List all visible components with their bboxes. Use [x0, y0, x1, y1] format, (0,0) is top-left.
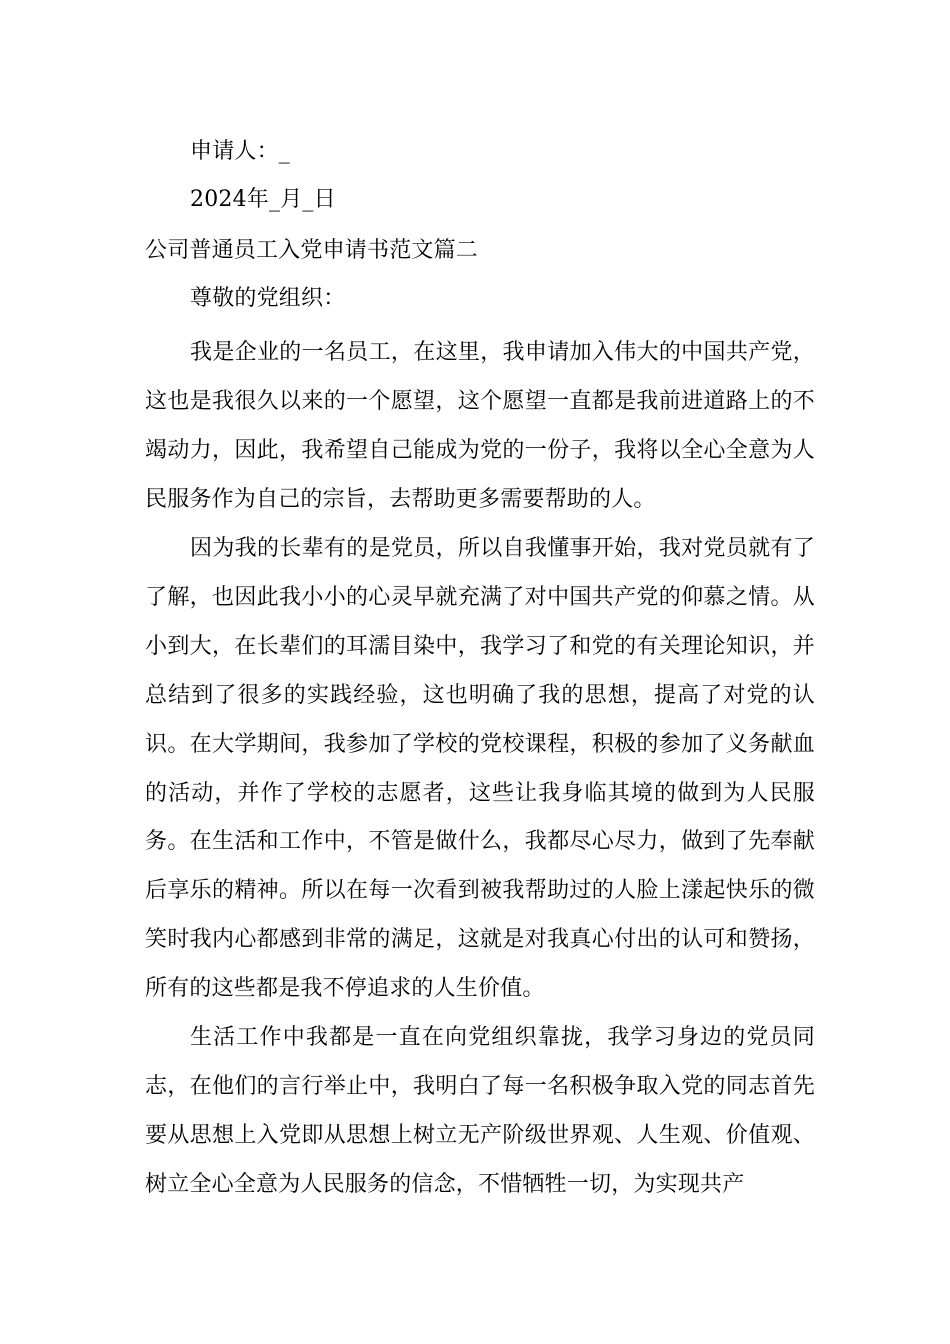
date-line: 2024年_月_日 [190, 187, 336, 212]
paragraph-3: 生活工作中我都是一直在向党组织靠拢，我学习身边的党员同志，在他们的言行举止中，我明白了每一名积极争取入党的同志首先要从思想上入党即从思想上树立无产阶级世界观、人生观、价值观、树立全心全意为人民服务的信念，不惜牺牲一切，为实现共产 [145, 1025, 815, 1197]
applicant-line: 申请人：_ [190, 139, 291, 164]
paragraph-2: 因为我的长辈有的是党员，所以自我懂事开始，我对党员就有了了解，也因此我小小的心灵早就充满了对中国共产党的仰慕之情。从小到大，在长辈们的耳濡目染中，我学习了和党的有关理论知识，并总结到了很多的实践经验，这也明确了我的思想，提高了对党的认识。在大学期间，我参加了学校的党校课程，积极的参加了义务献血的活动，并作了学校的志愿者，这些让我身临其境的做到为人民服务。在生活和工作中，不管是做什么，我都尽心尽力，做到了先奉献后享乐的精神。所以在每一次看到被我帮助过的人脸上漾起快乐的微笑时我内心都感到非常的满足，这就是对我真心付出的认可和赞扬，所有的这些都是我不停追求的人生价值。 [145, 536, 815, 1002]
paragraph-1: 我是企业的一名员工，在这里，我申请加入伟大的中国共产党，这也是我很久以来的一个愿望，这个愿望一直都是我前进道路上的不竭动力，因此，我希望自己能成为党的一份子，我将以全心全意为人民服务作为自己的宗旨，去帮助更多需要帮助的人。 [145, 340, 815, 512]
salutation: 尊敬的党组织： [190, 286, 346, 311]
section-title: 公司普通员工入党申请书范文篇二 [145, 238, 479, 263]
